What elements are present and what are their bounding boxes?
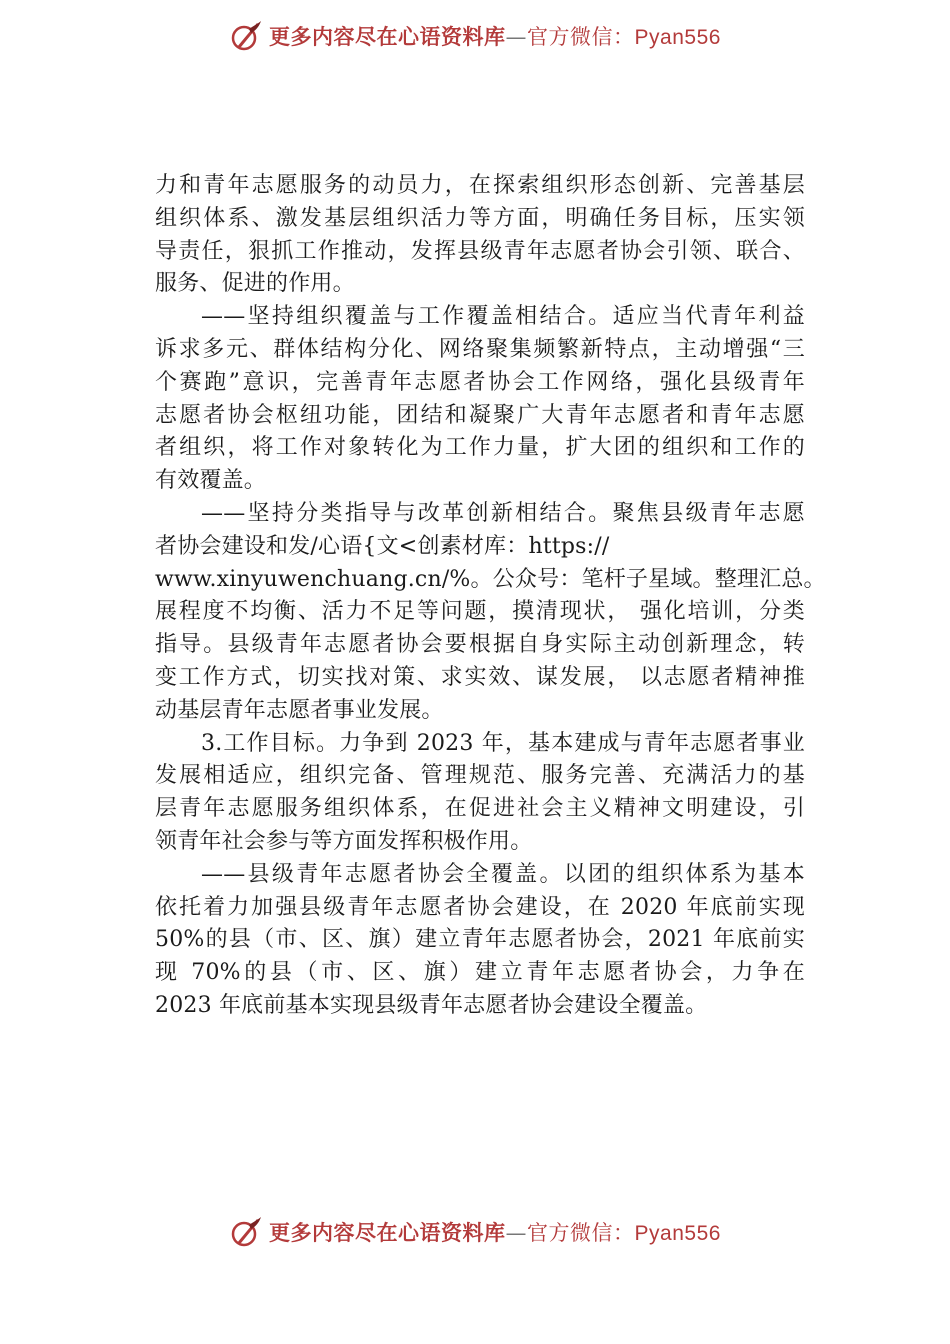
text-line: 个赛跑”意识，完善青年志愿者协会工作网络，强化县级青年 [155, 369, 805, 395]
document-body [155, 170, 826, 1023]
banner-wechat-label: 官方微信： [527, 25, 635, 49]
text-line: 动基层青年志愿者事业发展。 [155, 697, 444, 723]
text-line: 领青年社会参与等方面发挥积极作用。 [155, 828, 533, 854]
text-line: 现 70%的县（市、区、旗）建立青年志愿者协会，力争在 [155, 960, 805, 986]
text-line: 者协会建设和发/心语{文<创素材库：https:// [155, 533, 610, 559]
text-line: ——县级青年志愿者协会全覆盖。以团的组织体系为基本 [201, 861, 805, 887]
banner-separator: — [505, 1221, 528, 1245]
banner-main-text: 更多内容尽在心语资料库 [269, 1221, 506, 1245]
text-line: 3.工作目标。力争到 2023 年，基本建成与青年志愿者事业 [201, 730, 805, 756]
text-line: 展程度不均衡、活力不足等问题，摸清现状， 强化培训，分类 [155, 599, 805, 625]
banner-text [269, 21, 721, 51]
text-line: 50%的县（市、区、旗）建立青年志愿者协会，2021 年底前实 [155, 927, 805, 953]
text-line: 志愿者协会枢纽功能，团结和凝聚广大青年志愿者和青年志愿 [155, 402, 805, 428]
text-line: 发展相适应，组织完备、管理规范、服务完善、充满活力的基 [155, 763, 805, 789]
text-line: 有效覆盖。 [155, 468, 267, 494]
banner-separator: — [505, 25, 528, 49]
text-line: 组织体系、激发基层组织活力等方面，明确任务目标，压实领 [155, 205, 805, 231]
text-line: 力和青年志愿服务的动员力，在探索组织形态创新、完善基层 [155, 173, 805, 198]
banner-wechat-id: Pyan556 [634, 26, 721, 49]
quill-logo-icon [229, 19, 263, 53]
text-line: 指导。县级青年志愿者协会要根据自身实际主动创新理念，转 [155, 632, 805, 658]
banner-text [269, 1217, 721, 1247]
banner-main-text: 更多内容尽在心语资料库 [269, 25, 506, 49]
text-line: 依托着力加强县级青年志愿者协会建设，在 2020 年底前实现 [155, 894, 805, 920]
text-line: 者组织，将工作对象转化为工作力量，扩大团的组织和工作的 [155, 435, 805, 461]
header-banner [0, 16, 950, 56]
footer-banner [0, 1212, 950, 1252]
text-line: www.xinyuwenchuang.cn/%。公众号：笔杆子星域。整理汇总。 [155, 566, 826, 592]
text-line: 2023 年底前基本实现县级青年志愿者协会建设全覆盖。 [155, 992, 708, 1018]
text-line: 层青年志愿服务组织体系，在促进社会主义精神文明建设，引 [155, 796, 805, 822]
banner-wechat-id: Pyan556 [634, 1222, 721, 1245]
text-line: 导责任，狠抓工作推动，发挥县级青年志愿者协会引领、联合、 [155, 238, 805, 264]
text-line: 服务、促进的作用。 [155, 271, 355, 297]
text-line: ——坚持组织覆盖与工作覆盖相结合。适应当代青年利益 [201, 304, 805, 330]
quill-logo-icon [229, 1215, 263, 1249]
banner-wechat-label: 官方微信： [527, 1221, 635, 1245]
text-line: 变工作方式，切实找对策、求实效、谋发展， 以志愿者精神推 [155, 664, 805, 690]
text-line: ——坚持分类指导与改革创新相结合。聚焦县级青年志愿 [201, 500, 805, 526]
text-line: 诉求多元、群体结构分化、网络聚集频繁新特点，主动增强“三 [155, 336, 805, 362]
